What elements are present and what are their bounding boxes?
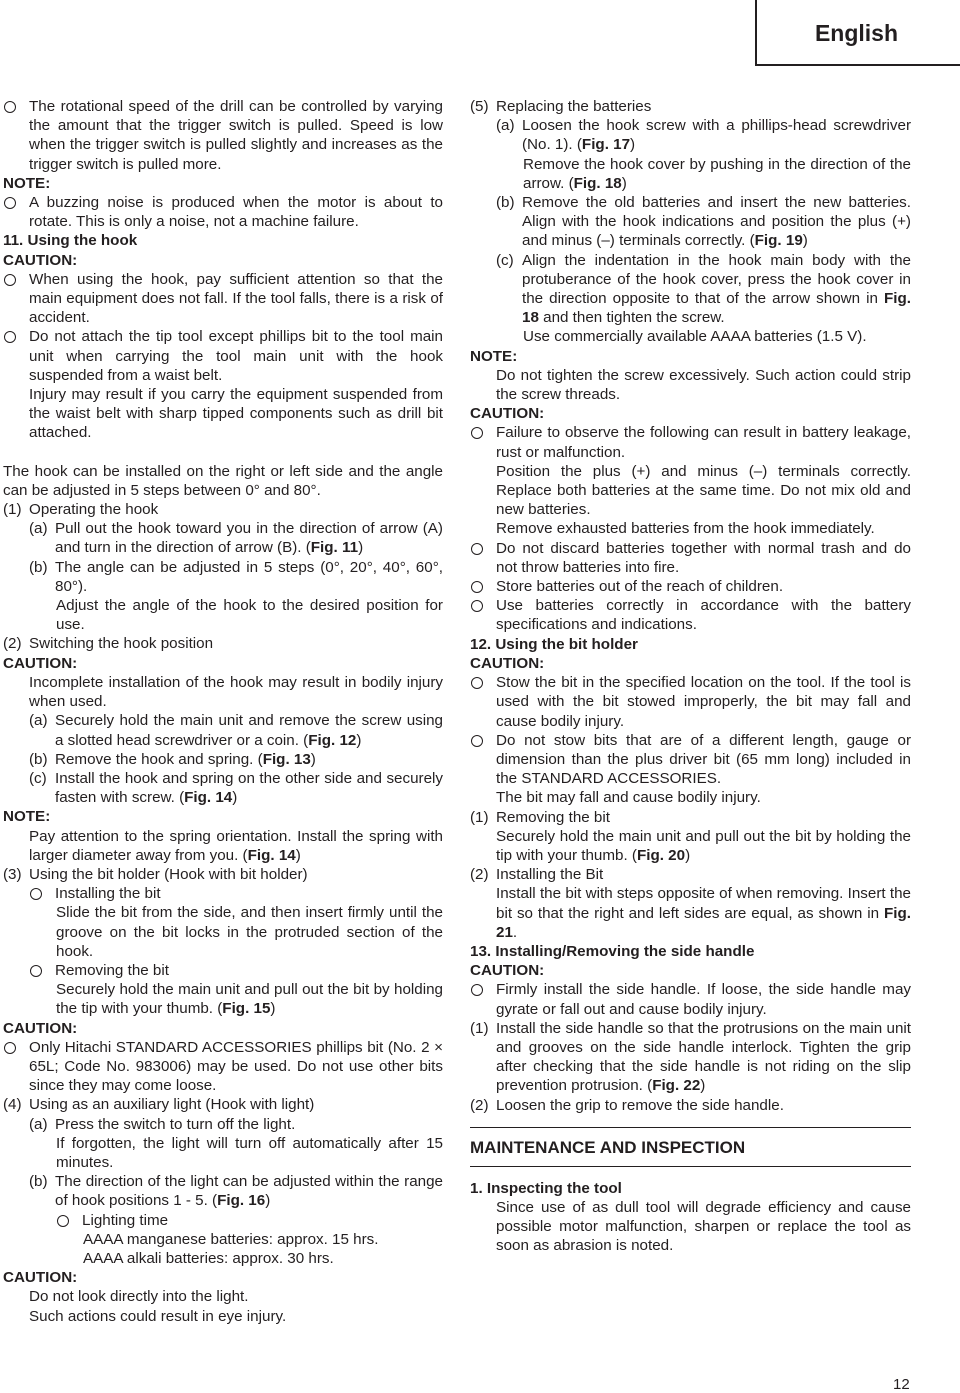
left-column xyxy=(3,97,443,1326)
numbered-item: (2) Loosen the grip to remove the side handle. xyxy=(470,1096,784,1114)
bullet-item: Removing the bit xyxy=(29,961,443,980)
note-label: NOTE: xyxy=(3,808,51,826)
section-title: 1. Inspecting the tool xyxy=(470,1179,622,1197)
numbered-item: (2) Switching the hook position xyxy=(3,635,214,653)
paragraph: Use commercially available AAAA batteries (1.5 V). xyxy=(523,328,867,346)
bullet-paragraph: Do not attach the tip tool except phillips bit to the tool main unit when carrying the tool main unit with the hook suspended from a waist belt. xyxy=(3,327,443,385)
numbered-item: (2) Installing the Bit xyxy=(470,866,604,884)
lettered-item: (a) Press the switch to turn off the light. xyxy=(29,1115,296,1133)
paragraph: Position the plus (+) and minus (–) terminals correctly. Replace both batteries at the same time. Do not mix old and new batteries. xyxy=(496,462,911,519)
paragraph: Remove exhausted batteries from the hook immediately. xyxy=(496,520,875,538)
caution-label: CAUTION: xyxy=(470,405,545,423)
bullet-paragraph: Stow the bit in the specified location on the tool. If the tool is used with the bit stowed improperly, the bit may fall and cause bodily injury. xyxy=(470,673,911,731)
section-title: 13. Installing/Removing the side handle xyxy=(470,942,755,960)
note-label: NOTE: xyxy=(3,174,51,192)
bullet-paragraph: The rotational speed of the drill can be controlled by varying the amount that the trigger switch is pulled. Speed is low when the trigger switch is pulled slightly and increases as the trigger switch is pulled more. xyxy=(3,97,443,174)
bullet-paragraph: Do not stow bits that are of a different length, gauge or dimension than the plus driver bit (65 mm long) included in the STANDARD ACCESSORIES. xyxy=(470,731,911,789)
lettered-item: (b) Remove the hook and spring. (Fig. 13) xyxy=(29,750,316,768)
page-number: 12 xyxy=(893,1376,910,1393)
lettered-item: (a) Loosen the hook screw with a phillips-head screwdriver (No. 1). (Fig. 17) xyxy=(496,117,911,154)
paragraph: AAAA manganese batteries: approx. 15 hrs. xyxy=(83,1230,379,1248)
section-title: 12. Using the bit holder xyxy=(470,635,638,653)
paragraph: Adjust the angle of the hook to the desired position for use. xyxy=(56,597,443,634)
caution-label: CAUTION: xyxy=(3,1019,78,1037)
bullet-paragraph: Failure to observe the following can result in battery leakage, rust or malfunction. xyxy=(470,423,911,461)
paragraph: Install the bit with steps opposite of when removing. Insert the bit so that the right and left sides are equal, as shown in Fig. 21. xyxy=(496,885,911,941)
paragraph: Injury may result if you carry the equipment suspended from the waist belt with sharp tipped components such as drill bit attached. xyxy=(29,386,443,442)
paragraph: Remove the hook cover by pushing in the direction of the arrow. (Fig. 18) xyxy=(523,155,911,192)
paragraph: Such actions could result in eye injury. xyxy=(29,1307,287,1325)
numbered-item: (1) Operating the hook xyxy=(3,501,159,519)
paragraph: Incomplete installation of the hook may result in bodily injury when used. xyxy=(29,673,443,711)
note-label: NOTE: xyxy=(470,347,518,365)
lettered-item: (a) Pull out the hook toward you in the direction of arrow (A) and turn in the direction of arrow (B). (Fig. 11) xyxy=(29,520,443,557)
bullet-item: Lighting time xyxy=(56,1211,443,1230)
paragraph: Securely hold the main unit and pull out the bit by holding the tip with your thumb. (Fig. 20) xyxy=(496,827,911,864)
right-column xyxy=(470,97,911,1256)
paragraph: Since use of as dull tool will degrade efficiency and cause possible motor malfunction, sharpen or replace the tool as soon as abrasion is noted. xyxy=(496,1198,911,1255)
paragraph: Do not look directly into the light. xyxy=(29,1288,249,1306)
caution-label: CAUTION: xyxy=(470,962,545,980)
language-label: English xyxy=(814,20,898,46)
caution-label: CAUTION: xyxy=(3,251,78,269)
lettered-item: (c) Align the indentation in the hook main body with the protuberance of the hook cover, press the hook cover in the direction opposite to that of the arrow shown in Fig. 18 and then tighten the screw. xyxy=(496,251,911,327)
caution-label: CAUTION: xyxy=(3,654,78,672)
paragraph: AAAA alkali batteries: approx. 30 hrs. xyxy=(83,1249,334,1267)
numbered-item: (1) Removing the bit xyxy=(470,808,610,826)
bullet-paragraph: Store batteries out of the reach of children. xyxy=(470,577,911,596)
paragraph: The hook can be installed on the right or left side and the angle can be adjusted in 5 steps between 0° and 80°. xyxy=(3,462,443,499)
caution-label: CAUTION: xyxy=(470,654,545,672)
maintenance-heading: MAINTENANCE AND INSPECTION xyxy=(470,1127,911,1160)
bullet-paragraph: A buzzing noise is produced when the motor is about to rotate. This is only a noise, not a machine failure. xyxy=(3,193,443,231)
numbered-item: (5) Replacing the batteries xyxy=(470,98,652,115)
lettered-item: (b) Remove the old batteries and insert the new batteries. Align with the hook indications and position the plus (+) and minus (–) terminals correctly. (Fig. 19) xyxy=(496,194,911,250)
lettered-item: (b) The direction of the light can be adjusted within the range of hook positions 1 - 5. (Fig. 16) xyxy=(29,1173,443,1210)
lettered-item: (b) The angle can be adjusted in 5 steps (0°, 20°, 40°, 60°, 80°). xyxy=(29,558,443,595)
paragraph: If forgotten, the light will turn off automatically after 15 minutes. xyxy=(56,1134,443,1171)
lettered-item: (a) Securely hold the main unit and remove the screw using a slotted head screwdriver or a coin. (Fig. 12) xyxy=(29,712,443,749)
caution-label: CAUTION: xyxy=(3,1269,78,1287)
lettered-item: (c) Install the hook and spring on the other side and securely fasten with screw. (Fig. 14) xyxy=(29,769,443,807)
bullet-paragraph: When using the hook, pay sufficient attention so that the main equipment does not fall. If the tool falls, there is a risk of accident. xyxy=(3,270,443,328)
paragraph: Slide the bit from the side, and then insert firmly until the groove on the bit locks in the protruded section of the hook. xyxy=(56,904,443,960)
paragraph: Pay attention to the spring orientation. Install the spring with larger diameter away from you. (Fig. 14) xyxy=(29,827,443,864)
numbered-item: (3) Using the bit holder (Hook with bit holder) xyxy=(3,865,308,883)
numbered-item: (4) Using as an auxiliary light (Hook with light) xyxy=(3,1096,315,1114)
bullet-paragraph: Only Hitachi STANDARD ACCESSORIES phillips bit (No. 2 × 65L; Code No. 983006) may be used. Do not use other bits since they may come loose. xyxy=(3,1038,443,1096)
numbered-item: (1) Install the side handle so that the protrusions on the main unit and grooves on the side handle interlock. Tighten the grip after checking that the side handle is not riding on the slip prevention protrusion. (Fig. 22) xyxy=(470,1019,911,1095)
section-title: 11. Using the hook xyxy=(3,232,138,250)
bullet-paragraph: Do not discard batteries together with normal trash and do not throw batteries into fire. xyxy=(470,539,911,577)
heading-rule xyxy=(470,1166,911,1167)
language-tab xyxy=(755,0,960,66)
bullet-paragraph: Use batteries correctly in accordance with the battery specifications and indications. xyxy=(470,596,911,634)
paragraph: Do not tighten the screw excessively. Such action could strip the screw threads. xyxy=(496,366,911,404)
bullet-paragraph: Firmly install the side handle. If loose, the side handle may gyrate or fall out and cause bodily injury. xyxy=(470,980,911,1018)
paragraph: Securely hold the main unit and pull out the bit by holding the tip with your thumb. (Fig. 15) xyxy=(56,981,443,1018)
paragraph: The bit may fall and cause bodily injury. xyxy=(496,789,761,807)
bullet-item: Installing the bit xyxy=(29,884,443,903)
